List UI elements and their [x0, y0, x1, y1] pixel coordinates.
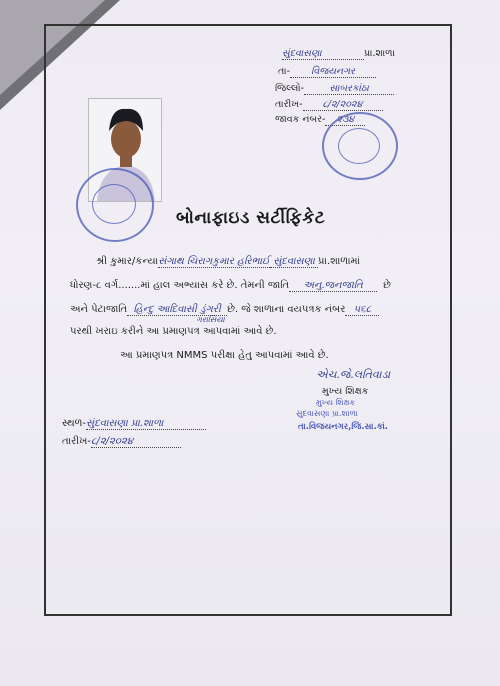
body-line-2-text: ધોરણ-૮ વર્ગ.......માં હાલ અભ્યાસ કરે છે. તેમની જાતિ [70, 280, 290, 291]
stamp-line-3: તા.વિજયનગર,જિ.સા.કાં. [298, 422, 389, 432]
place-label: સ્થળ- [62, 418, 87, 429]
principal-role: મુખ્ય શિક્ષક [322, 386, 369, 397]
district-value: સાબરકાંઠા [304, 83, 394, 95]
header-taluka [278, 66, 376, 78]
footer-date-value: ૮/૨/૨૦૨૪ [91, 436, 181, 448]
stamp-line-1: મુખ્ય શિક્ષક [316, 398, 356, 407]
body-line-4: પરથી ખરાઇ કરીને આ પ્રમાણપત્ર આપવામાં આવે છે. [70, 326, 277, 337]
footer-place [62, 418, 206, 430]
register-number: ૫૬૮ [345, 304, 379, 316]
principal-signature: એચ.જે.લતિવાડા [316, 368, 391, 381]
place-value: સુંદવાસણા પ્રા.શાળા [86, 418, 206, 430]
overwritten-subcaste: ગરાસિયા [196, 315, 225, 324]
footer-date-label: તારીખ- [62, 436, 91, 447]
school-suffix: પ્રા.શાળા [364, 48, 395, 59]
header-date [275, 99, 383, 111]
header-district [275, 83, 394, 95]
student-name: સંગાથ ચિરાગકુમાર હરિભાઈ [158, 256, 270, 267]
stamp-line-2: સુંદવાસણા પ્રા.શાળા [296, 409, 358, 418]
outward-value: ૨૩૪ [325, 114, 365, 126]
caste-value: અનુ.જનજાતિ [289, 280, 377, 292]
body-line-1-suffix: પ્રા.શાળામાં [318, 256, 361, 267]
taluka-value: વિજયનગર [290, 66, 376, 78]
body-line-5: આ પ્રમાણપત્ર NMMS પરીક્ષા હેતુ આપવામાં આવે છે. [120, 350, 329, 361]
taluka-label: તા- [278, 66, 291, 77]
body-line-2 [70, 280, 391, 292]
outward-label: જાવક નંબર- [275, 114, 326, 125]
body-line-3-mid: છે. જે શાળાના વયપત્રક નંબર [227, 304, 346, 315]
subcaste-value: હિન્દુ આદિવાસી ડુંગરી [127, 304, 227, 316]
date-label: તારીખ- [275, 99, 303, 110]
body-line-2-end: છે [383, 280, 391, 291]
school-round-stamp-top [322, 112, 398, 180]
body-line-3-prefix: અને પેટાજાતિ [70, 304, 128, 315]
body-school-name: સુંદવાસણા [270, 256, 318, 268]
school-round-stamp-photo [76, 168, 154, 242]
body-line-1 [96, 256, 360, 268]
body-line-1-prefix: શ્રી કુમાર/કન્યા [96, 256, 159, 267]
district-label: જિલ્લો- [275, 83, 305, 94]
certificate-title: બોનાફાઇડ સર્ટીફિકેટ [176, 208, 326, 228]
footer-date [62, 436, 181, 448]
header-school [282, 48, 395, 60]
date-value: ૮/૨/૨૦૨૪ [303, 99, 383, 111]
school-name-handwritten: સુંદવાસણા [282, 48, 364, 60]
